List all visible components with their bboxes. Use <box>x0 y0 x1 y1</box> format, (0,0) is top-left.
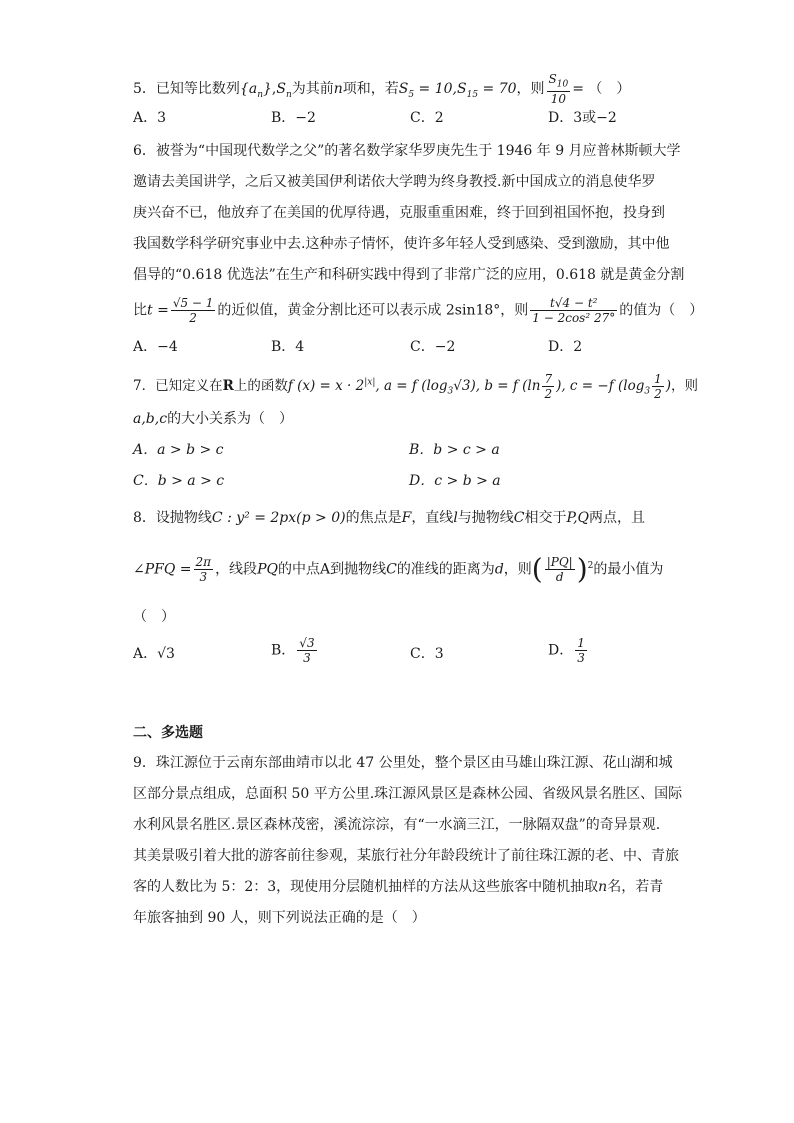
q7-line-1: 7．已知定义在R上的函数f $(x) = x \cdot 2^{|x|}$, a = f $(\log_3√3)$, b = f (ln $\frac{7}{2}$ ), c = −f ($\log_3$ $\frac{1}{2}$ )，则 <box>133 372 698 401</box>
q8-option-c[interactable]: C．3 <box>410 646 444 662</box>
q6-line-3: 庚兴奋不已，他放弃了在美国的优厚待遇，克服重重困难，终于回到祖国怀抱，投身到 <box>133 205 665 221</box>
q6-option-d[interactable]: D．2 <box>548 339 583 355</box>
q9-line-4: 其美景吸引着大批的游客前往参观，某旅行社分年龄段统计了前往珠江源的老、中、青旅 <box>133 848 679 864</box>
q6-option-b[interactable]: B．4 <box>271 339 305 355</box>
q8-option-d[interactable]: D． $\frac{1}{3}$ <box>548 636 585 665</box>
q7-line-2: a,b,c的大小关系为（ ） <box>133 411 294 427</box>
fraction-1-over-2: $\frac{1}{2}$ <box>654 372 662 401</box>
fraction-golden-ratio: $\frac{√5 - 1}{2}$ <box>172 296 214 325</box>
q8-option-a[interactable]: A．√3 <box>133 646 175 662</box>
q8-line-3: （ ） <box>133 609 175 625</box>
fraction-7-over-2: $\frac{7}{2}$ <box>544 372 553 401</box>
q6-line-1: 6．被誉为“中国现代数学之父”的著名数学家华罗庚先生于 1946 年 9 月应普林斯顿大学 <box>133 143 681 159</box>
q7-option-a[interactable]: A．a > b > c <box>133 442 224 458</box>
q6-line-6: 比t = $\frac{√5 - 1}{2}$ 的近似值，黄金分割比还可以表示成 2sin18°，则 $\frac{\text{t√4 − t²}}{\text{1 − 2cos² 27°}}$ 的值为（ ） <box>133 296 704 325</box>
q5-option-a[interactable]: A．3 <box>133 110 167 126</box>
q6-option-a[interactable]: A．−4 <box>133 339 178 355</box>
fraction-s10-over-10: $\frac{S_{10}}{10}$ <box>548 72 569 107</box>
q5-option-d[interactable]: D．3或−2 <box>548 110 617 126</box>
q8-line-2: ∠PFQ = $\frac{2\pi}{3}$ ，线段PQ的中点A到抛物线C的准线的距离为d，则( $\frac{|PQ|}{d}$ )$^2$的最小值为 <box>133 552 664 586</box>
q6-line-5: 倡导的“0.618 优选法”在生产和科研实践中得到了非常广泛的应用，0.618 就是黄金分割 <box>133 267 685 283</box>
fraction-1-over-3: $\frac{1}{3}$ <box>577 636 585 665</box>
q5-option-c[interactable]: C．2 <box>410 110 444 126</box>
q6-line-4: 我国数学科学研究事业中去.这种赤子情怀，使许多年轻人受到感染、受到激励，其中他 <box>133 236 670 252</box>
fraction-pq-over-d: $\frac{|PQ|}{d}$ <box>546 555 573 584</box>
q9-line-3: 水利风景名胜区.景区森林茂密，溪流淙淙，有“一水滴三江，一脉隔双盘”的奇异景观. <box>133 817 661 833</box>
fraction-2pi-over-3: $\frac{2\pi}{3}$ <box>195 555 212 584</box>
q8-line-1: 8．设抛物线C : y² = 2px(p > 0)的焦点是F，直线l与抛物线C相交于P,Q两点，且 <box>133 510 646 526</box>
q8-option-b[interactable]: B． $\frac{√3}{3}$ <box>271 636 315 665</box>
q5-option-b[interactable]: B．−2 <box>271 110 316 126</box>
q6-option-c[interactable]: C．−2 <box>410 339 456 355</box>
question-5: 5．已知等比数列$\{a_n\},S_n$为其前n项和，若$S_5 = 10,S_{15} = 70$，则 $\frac{S_{10}}{10}$ = （ ） <box>133 72 631 107</box>
fraction-expression: $\frac{\text{t√4 − t²}}{\text{1 − 2cos² 27°}}$ <box>532 296 616 325</box>
q6-line-2: 邀请去美国讲学，之后又被美国伊利诺依大学聘为终身教授.新中国成立的消息使华罗 <box>133 174 656 190</box>
section-title-multiple-choice: 二、多选题 <box>133 725 203 741</box>
q9-line-6: 年旅客抽到 90 人，则下列说法正确的是（ ） <box>133 910 426 926</box>
q9-line-1: 9．珠江源位于云南东部曲靖市以北 47 公里处，整个景区由马雄山珠江源、花山湖和城 <box>133 755 673 771</box>
q7-option-b[interactable]: B．b > c > a <box>409 442 500 458</box>
q7-option-d[interactable]: D．c > b > a <box>409 473 501 489</box>
q7-option-c[interactable]: C．b > a > c <box>133 473 225 489</box>
fraction-sqrt3-over-3: $\frac{√3}{3}$ <box>299 636 315 665</box>
q9-line-5: 客的人数比为 5：2：3，现使用分层随机抽样的方法从这些旅客中随机抽取n名，若青 <box>133 879 664 895</box>
q9-line-2: 区部分景点组成，总面积 50 平方公里.珠江源风景区是森林公园、省级风景名胜区、国际 <box>133 786 683 802</box>
